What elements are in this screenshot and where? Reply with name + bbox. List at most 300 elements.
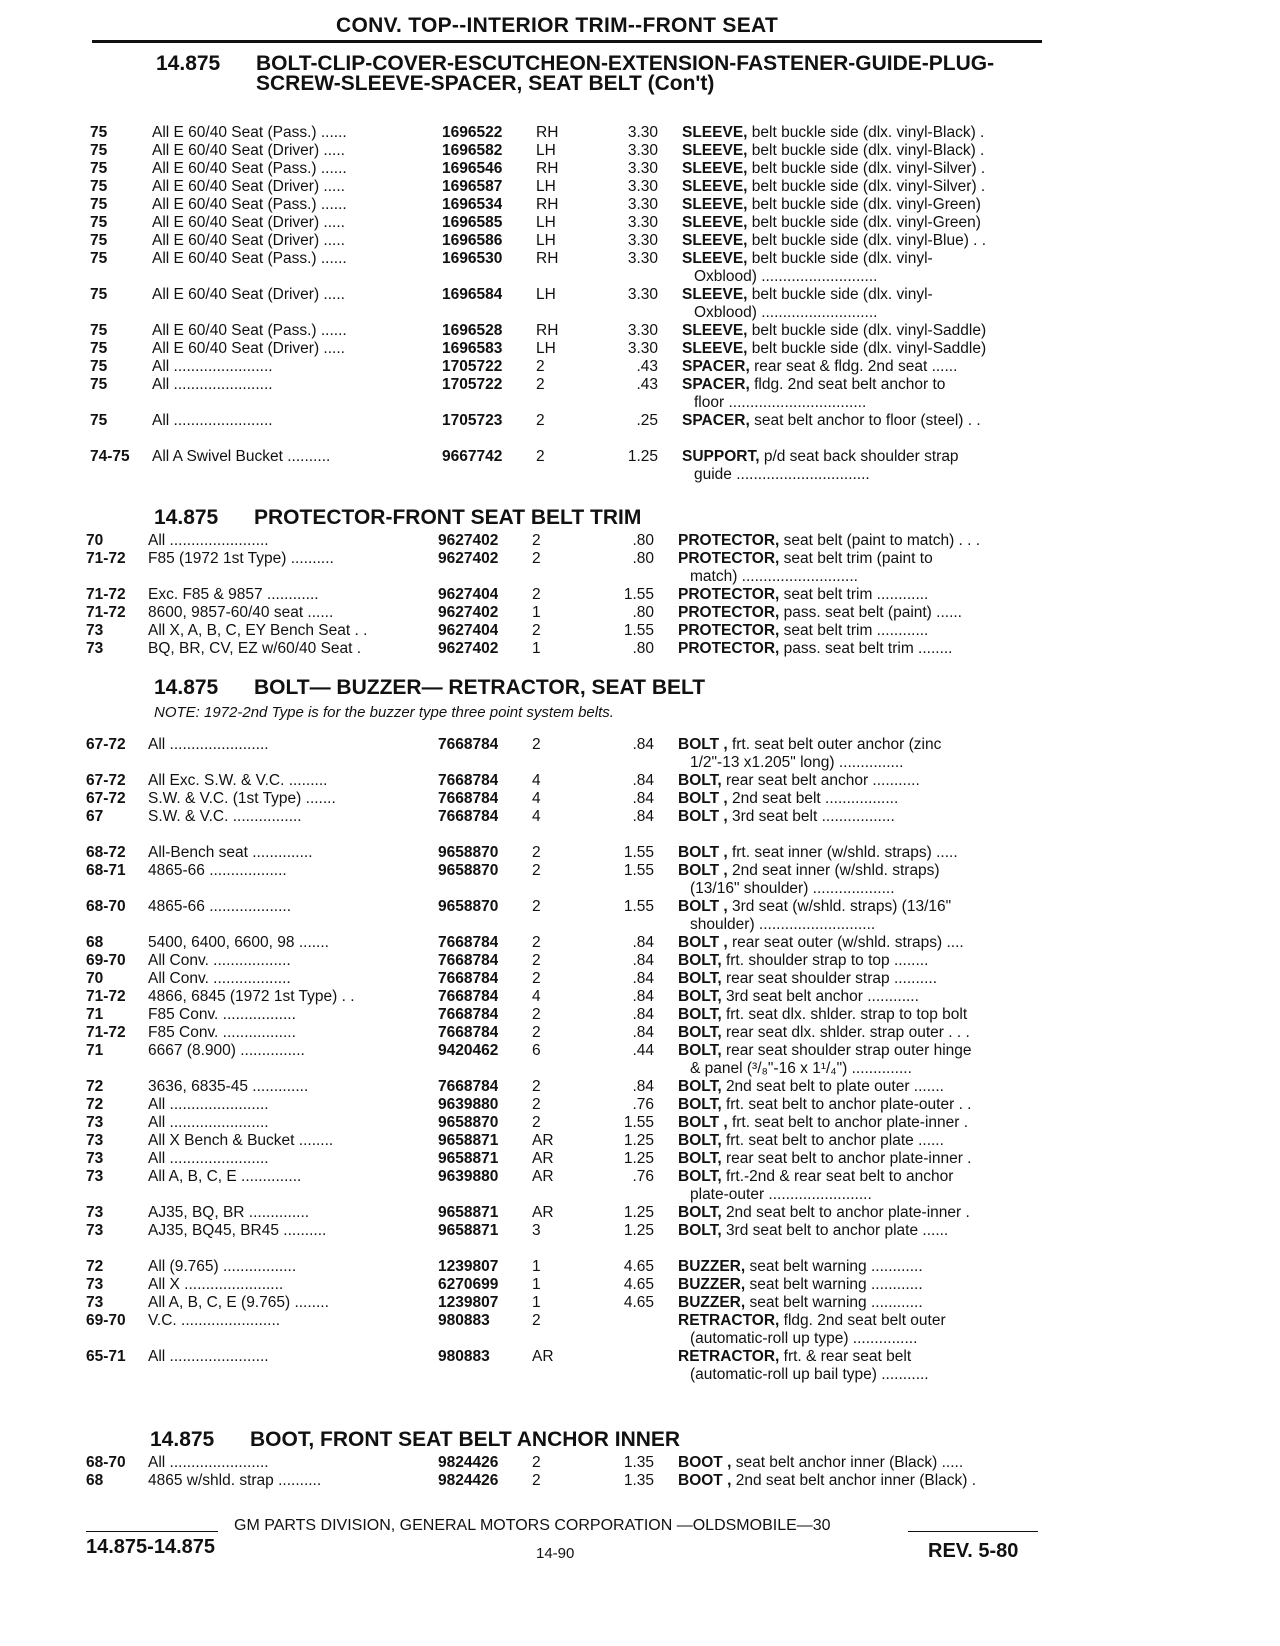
part-number-cell: 7668784: [438, 952, 499, 969]
price-cell: 3.30: [627, 214, 658, 231]
part-number-cell: 1696587: [442, 178, 503, 195]
year-cell: 75: [90, 232, 108, 249]
description-cell: [682, 448, 1082, 484]
section-number: 14.875: [150, 1428, 215, 1451]
price-cell: 1.55: [623, 586, 654, 603]
price-cell: 1.35: [623, 1472, 654, 1489]
part-number-cell: 9658870: [438, 898, 499, 915]
year-cell: 73: [86, 1114, 104, 1131]
application-cell: AJ35, BQ45, BR45 ..........: [148, 1222, 327, 1239]
part-name: BUZZER,: [678, 1294, 746, 1311]
part-number-cell: 7668784: [438, 1024, 499, 1041]
part-description-cont: Oxblood) ...........................: [694, 304, 878, 321]
quantity-cell: 1: [532, 640, 541, 657]
application-cell: All E 60/40 Seat (Driver) .....: [152, 340, 345, 357]
price-cell: .84: [632, 988, 654, 1005]
part-name: SLEEVE,: [682, 142, 748, 159]
application-cell: V.C. .......................: [148, 1312, 281, 1329]
application-cell: All .......................: [148, 1348, 269, 1365]
application-cell: All E 60/40 Seat (Pass.) ......: [152, 322, 347, 339]
part-description: rear seat & fldg. 2nd seat ......: [754, 358, 958, 375]
price-cell: 1.55: [623, 622, 654, 639]
quantity-cell: 2: [532, 952, 541, 969]
part-name: BOLT,: [678, 1024, 722, 1041]
description-cell: [678, 640, 1078, 676]
application-cell: 4866, 6845 (1972 1st Type) . .: [148, 988, 355, 1005]
part-description: belt buckle side (dlx. vinyl-: [751, 250, 933, 267]
part-name: SLEEVE,: [682, 124, 748, 141]
part-number-cell: 9667742: [442, 448, 503, 465]
part-number-cell: 9658870: [438, 862, 499, 879]
year-cell: 73: [86, 1294, 104, 1311]
price-cell: .84: [632, 934, 654, 951]
footer-revision: REV. 5-80: [928, 1540, 1019, 1562]
part-name: BOLT ,: [678, 790, 728, 807]
price-cell: 1.55: [623, 844, 654, 861]
part-description-cont: & panel (³/₈"-16 x 1¹/₄") ..............: [690, 1060, 912, 1077]
part-description-cont: [678, 1490, 690, 1507]
description-cell: [682, 376, 1082, 412]
part-number-cell: 1705722: [442, 376, 503, 393]
price-cell: .84: [632, 1078, 654, 1095]
quantity-cell: 6: [532, 1042, 541, 1059]
footer-rule-left: [86, 1531, 218, 1532]
year-cell: 75: [90, 178, 108, 195]
part-number-cell: 9824426: [438, 1472, 499, 1489]
application-cell: All .......................: [148, 736, 269, 753]
price-cell: .84: [632, 1006, 654, 1023]
section-title: BOLT— BUZZER— RETRACTOR, SEAT BELT: [254, 676, 706, 699]
part-name: BOLT ,: [678, 808, 728, 825]
part-number-cell: 7668784: [438, 772, 499, 789]
application-cell: All .......................: [148, 1114, 269, 1131]
application-cell: 3636, 6835-45 .............: [148, 1078, 309, 1095]
part-number-cell: 1696522: [442, 124, 503, 141]
part-description-cont: [682, 430, 694, 447]
part-description: frt. seat inner (w/shld. straps) .....: [731, 844, 958, 861]
footer-page-number: 14-90: [536, 1545, 575, 1562]
quantity-cell: RH: [536, 160, 559, 177]
quantity-cell: AR: [532, 1348, 554, 1365]
quantity-cell: AR: [532, 1204, 554, 1221]
price-cell: .80: [632, 640, 654, 657]
part-description: belt buckle side (dlx. vinyl-Green): [751, 214, 981, 231]
quantity-cell: 2: [536, 376, 545, 393]
description-cell: [678, 1472, 1078, 1508]
year-cell: 71-72: [86, 604, 126, 621]
description-cell: [682, 286, 1082, 322]
application-cell: All .......................: [152, 412, 273, 429]
part-name: BOLT ,: [678, 1114, 728, 1131]
part-name: BUZZER,: [678, 1276, 746, 1293]
year-cell: 75: [90, 286, 108, 303]
quantity-cell: 2: [532, 1454, 541, 1471]
section-title: BOLT-CLIP-COVER-ESCUTCHEON-EXTENSION-FASTENER-GUIDE-PLUG-: [256, 52, 995, 75]
application-cell: Exc. F85 & 9857 ............: [148, 586, 319, 603]
price-cell: 3.30: [627, 232, 658, 249]
part-name: SLEEVE,: [682, 196, 748, 213]
year-cell: 75: [90, 160, 108, 177]
application-cell: All A, B, C, E (9.765) ........: [148, 1294, 329, 1311]
application-cell: All Exc. S.W. & V.C. .........: [148, 772, 328, 789]
part-name: BOLT,: [678, 1042, 722, 1059]
part-number-cell: 1696582: [442, 142, 503, 159]
quantity-cell: 2: [532, 844, 541, 861]
year-cell: 75: [90, 214, 108, 231]
part-name: SPACER,: [682, 358, 750, 375]
price-cell: 4.65: [623, 1294, 654, 1311]
part-name: SLEEVE,: [682, 322, 748, 339]
application-cell: All .......................: [152, 376, 273, 393]
application-cell: 8600, 9857-60/40 seat ......: [148, 604, 334, 621]
year-cell: 75: [90, 196, 108, 213]
part-name: BOOT ,: [678, 1454, 732, 1471]
quantity-cell: 2: [532, 970, 541, 987]
year-cell: 71-72: [86, 550, 126, 567]
header-rule: [92, 40, 1042, 43]
quantity-cell: 2: [532, 898, 541, 915]
price-cell: 3.30: [627, 178, 658, 195]
quantity-cell: LH: [536, 286, 556, 303]
part-description: fldg. 2nd seat belt anchor to: [754, 376, 946, 393]
application-cell: All X, A, B, C, EY Bench Seat . .: [148, 622, 368, 639]
part-description: frt. seat belt to anchor plate-inner .: [731, 1114, 969, 1131]
part-number-cell: 9627404: [438, 586, 499, 603]
part-name: SLEEVE,: [682, 250, 748, 267]
part-description-cont: (automatic-roll up bail type) ...........: [690, 1366, 929, 1383]
description-cell: [678, 1042, 1078, 1078]
application-cell: All E 60/40 Seat (Pass.) ......: [152, 160, 347, 177]
year-cell: 68-70: [86, 898, 126, 915]
part-name: BOLT ,: [678, 862, 728, 879]
quantity-cell: 2: [532, 1096, 541, 1113]
part-description-cont: floor ................................: [694, 394, 867, 411]
year-cell: 75: [90, 142, 108, 159]
year-cell: 75: [90, 124, 108, 141]
price-cell: 1.25: [623, 1222, 654, 1239]
part-description: 2nd seat belt anchor inner (Black) .: [735, 1472, 977, 1489]
part-number-cell: 9627404: [438, 622, 499, 639]
part-number-cell: 6270699: [438, 1276, 499, 1293]
description-cell: [678, 898, 1078, 934]
quantity-cell: 2: [532, 532, 541, 549]
part-description: frt. & rear seat belt: [783, 1348, 912, 1365]
quantity-cell: 2: [532, 1078, 541, 1095]
year-cell: 69-70: [86, 1312, 126, 1329]
year-cell: 74-75: [90, 448, 130, 465]
footer-corporation: GM PARTS DIVISION, GENERAL MOTORS CORPORATION —OLDSMOBILE—30: [234, 1517, 831, 1534]
part-description: 2nd seat belt to plate outer .......: [725, 1078, 944, 1095]
description-cell: [678, 736, 1078, 772]
price-cell: 3.30: [627, 124, 658, 141]
year-cell: 70: [86, 532, 104, 549]
part-description-cont: match) ...........................: [690, 568, 858, 585]
year-cell: 73: [86, 1222, 104, 1239]
year-cell: 68: [86, 1472, 104, 1489]
year-cell: 75: [90, 376, 108, 393]
application-cell: 4865-66 ...................: [148, 898, 292, 915]
application-cell: BQ, BR, CV, EZ w/60/40 Seat .: [148, 640, 362, 657]
quantity-cell: 2: [532, 1114, 541, 1131]
part-number-cell: 1239807: [438, 1258, 499, 1275]
part-name: BOLT,: [678, 1222, 722, 1239]
application-cell: All E 60/40 Seat (Driver) .....: [152, 286, 345, 303]
quantity-cell: RH: [536, 250, 559, 267]
year-cell: 73: [86, 1150, 104, 1167]
quantity-cell: 1: [532, 1294, 541, 1311]
part-name: BOLT,: [678, 988, 722, 1005]
year-cell: 71-72: [86, 1024, 126, 1041]
application-cell: All E 60/40 Seat (Driver) .....: [152, 142, 345, 159]
part-name: PROTECTOR,: [678, 532, 780, 549]
price-cell: 1.25: [623, 1150, 654, 1167]
price-cell: 1.25: [627, 448, 658, 465]
year-cell: 75: [90, 250, 108, 267]
part-number-cell: 7668784: [438, 808, 499, 825]
part-description: belt buckle side (dlx. vinyl-Black) .: [751, 142, 985, 159]
description-cell: [678, 550, 1078, 586]
part-number-cell: 9639880: [438, 1168, 499, 1185]
part-name: BOLT,: [678, 772, 722, 789]
section-heading: [154, 508, 641, 528]
part-description: 2nd seat belt to anchor plate-inner .: [725, 1204, 970, 1221]
year-cell: 68-70: [86, 1454, 126, 1471]
quantity-cell: 1: [532, 604, 541, 621]
part-description-cont: [678, 826, 690, 843]
year-cell: 73: [86, 640, 104, 657]
part-number-cell: 9658870: [438, 1114, 499, 1131]
part-name: SUPPORT,: [682, 448, 760, 465]
part-description-cont: plate-outer ........................: [690, 1186, 872, 1203]
part-number-cell: 9627402: [438, 604, 499, 621]
price-cell: .84: [632, 952, 654, 969]
year-cell: 67: [86, 808, 104, 825]
quantity-cell: 2: [532, 1006, 541, 1023]
part-description: frt. seat belt to anchor plate-outer . .: [725, 1096, 972, 1113]
application-cell: All E 60/40 Seat (Driver) .....: [152, 178, 345, 195]
quantity-cell: RH: [536, 196, 559, 213]
description-cell: [678, 1348, 1078, 1384]
application-cell: All X .......................: [148, 1276, 284, 1293]
quantity-cell: AR: [532, 1132, 554, 1149]
price-cell: 3.30: [627, 142, 658, 159]
part-number-cell: 9824426: [438, 1454, 499, 1471]
part-description: belt buckle side (dlx. vinyl-: [751, 286, 933, 303]
year-cell: 65-71: [86, 1348, 126, 1365]
application-cell: All E 60/40 Seat (Pass.) ......: [152, 250, 347, 267]
part-name: RETRACTOR,: [678, 1348, 780, 1365]
part-number-cell: 1696530: [442, 250, 503, 267]
price-cell: 3.30: [627, 250, 658, 267]
application-cell: All X Bench & Bucket ........: [148, 1132, 334, 1149]
description-cell: [682, 412, 1082, 448]
application-cell: F85 (1972 1st Type) ..........: [148, 550, 334, 567]
part-description: frt.-2nd & rear seat belt to anchor: [725, 1168, 954, 1185]
part-name: SPACER,: [682, 376, 750, 393]
footer-range: 14.875-14.875: [86, 1536, 216, 1558]
quantity-cell: 2: [536, 448, 545, 465]
part-description: rear seat outer (w/shld. straps) ....: [731, 934, 964, 951]
part-name: SLEEVE,: [682, 232, 748, 249]
quantity-cell: RH: [536, 124, 559, 141]
application-cell: S.W. & V.C. ................: [148, 808, 302, 825]
application-cell: All Conv. ..................: [148, 970, 291, 987]
year-cell: 75: [90, 322, 108, 339]
description-cell: [678, 1312, 1078, 1348]
price-cell: .80: [632, 604, 654, 621]
section-title-cont: SCREW-SLEEVE-SPACER, SEAT BELT (Con't): [256, 72, 715, 95]
section-note: NOTE: 1972-2nd Type is for the buzzer type three point system belts.: [154, 704, 614, 721]
price-cell: 1.25: [623, 1132, 654, 1149]
part-description: 3rd seat belt anchor ............: [725, 988, 919, 1005]
description-cell: [678, 1168, 1078, 1204]
quantity-cell: LH: [536, 142, 556, 159]
part-description-cont: (automatic-roll up type) ...............: [690, 1330, 918, 1347]
part-description: belt buckle side (dlx. vinyl-Silver) .: [751, 160, 986, 177]
price-cell: .76: [632, 1096, 654, 1113]
section-title: PROTECTOR-FRONT SEAT BELT TRIM: [254, 506, 642, 529]
application-cell: All .......................: [148, 532, 269, 549]
part-description: p/d seat back shoulder strap: [763, 448, 959, 465]
part-description-cont: shoulder) ...........................: [690, 916, 876, 933]
part-description-cont: [678, 658, 690, 675]
part-description: belt buckle side (dlx. vinyl-Black) .: [751, 124, 985, 141]
quantity-cell: AR: [532, 1150, 554, 1167]
quantity-cell: 2: [532, 934, 541, 951]
year-cell: 71: [86, 1006, 104, 1023]
application-cell: All E 60/40 Seat (Driver) .....: [152, 214, 345, 231]
application-cell: All A, B, C, E ..............: [148, 1168, 302, 1185]
description-cell: [678, 1222, 1078, 1258]
quantity-cell: LH: [536, 340, 556, 357]
year-cell: 72: [86, 1096, 104, 1113]
part-name: BOLT,: [678, 1150, 722, 1167]
part-number-cell: 9420462: [438, 1042, 499, 1059]
price-cell: 4.65: [623, 1276, 654, 1293]
price-cell: .43: [636, 358, 658, 375]
section-number: 14.875: [156, 52, 221, 75]
quantity-cell: LH: [536, 232, 556, 249]
application-cell: All E 60/40 Seat (Pass.) ......: [152, 196, 347, 213]
part-number-cell: 9658870: [438, 844, 499, 861]
price-cell: 1.55: [623, 862, 654, 879]
part-description: seat belt (paint to match) . . .: [783, 532, 981, 549]
year-cell: 67-72: [86, 772, 126, 789]
part-number-cell: 7668784: [438, 970, 499, 987]
year-cell: 71: [86, 1042, 104, 1059]
part-description: pass. seat belt trim ........: [783, 640, 953, 657]
year-cell: 73: [86, 1132, 104, 1149]
application-cell: F85 Conv. .................: [148, 1024, 296, 1041]
part-description: pass. seat belt (paint) ......: [783, 604, 962, 621]
part-description: rear seat shoulder strap ..........: [725, 970, 938, 987]
part-description: frt. shoulder strap to top ........: [725, 952, 929, 969]
part-number-cell: 9658871: [438, 1222, 499, 1239]
part-description: seat belt warning ............: [749, 1258, 923, 1275]
part-name: SLEEVE,: [682, 160, 748, 177]
price-cell: .84: [632, 772, 654, 789]
quantity-cell: 4: [532, 808, 541, 825]
section-number: 14.875: [154, 506, 219, 529]
price-cell: 1.35: [623, 1454, 654, 1471]
part-number-cell: 7668784: [438, 736, 499, 753]
quantity-cell: LH: [536, 178, 556, 195]
part-description-cont: guide ...............................: [694, 466, 870, 483]
part-description: 2nd seat belt .................: [731, 790, 899, 807]
price-cell: 4.65: [623, 1258, 654, 1275]
part-name: BOLT ,: [678, 898, 728, 915]
part-number-cell: 1696586: [442, 232, 503, 249]
price-cell: .43: [636, 376, 658, 393]
part-description: frt. seat belt to anchor plate ......: [725, 1132, 944, 1149]
part-name: BOOT ,: [678, 1472, 732, 1489]
application-cell: All A Swivel Bucket ..........: [152, 448, 331, 465]
year-cell: 71-72: [86, 988, 126, 1005]
year-cell: 75: [90, 340, 108, 357]
part-description: belt buckle side (dlx. vinyl-Blue) . .: [751, 232, 987, 249]
price-cell: .80: [632, 532, 654, 549]
part-description-cont: (13/16" shoulder) ...................: [690, 880, 895, 897]
part-number-cell: 7668784: [438, 790, 499, 807]
part-description: fldg. 2nd seat belt outer: [783, 1312, 946, 1329]
application-cell: All E 60/40 Seat (Driver) .....: [152, 232, 345, 249]
section-number: 14.875: [154, 676, 219, 699]
quantity-cell: 1: [532, 1258, 541, 1275]
application-cell: 4865-66 ..................: [148, 862, 287, 879]
part-number-cell: 9658871: [438, 1150, 499, 1167]
price-cell: 3.30: [627, 340, 658, 357]
part-name: BOLT,: [678, 952, 722, 969]
application-cell: 5400, 6400, 6600, 98 .......: [148, 934, 329, 951]
quantity-cell: 4: [532, 988, 541, 1005]
part-description: seat belt warning ............: [749, 1294, 923, 1311]
year-cell: 73: [86, 1168, 104, 1185]
price-cell: 1.55: [623, 1114, 654, 1131]
application-cell: All .......................: [148, 1150, 269, 1167]
application-cell: 6667 (8.900) ...............: [148, 1042, 305, 1059]
part-description: belt buckle side (dlx. vinyl-Green): [751, 196, 981, 213]
price-cell: 1.25: [623, 1204, 654, 1221]
part-name: SLEEVE,: [682, 340, 748, 357]
quantity-cell: 1: [532, 1276, 541, 1293]
application-cell: All .......................: [152, 358, 273, 375]
price-cell: 3.30: [627, 286, 658, 303]
quantity-cell: 2: [532, 550, 541, 567]
year-cell: 68-72: [86, 844, 126, 861]
part-description: rear seat dlx. shlder. strap outer . . .: [725, 1024, 970, 1041]
quantity-cell: 2: [532, 1472, 541, 1489]
application-cell: All .......................: [148, 1454, 269, 1471]
quantity-cell: 4: [532, 790, 541, 807]
part-name: BOLT,: [678, 1078, 722, 1095]
part-description: seat belt warning ............: [749, 1276, 923, 1293]
part-description: seat belt trim (paint to: [783, 550, 933, 567]
part-name: BOLT ,: [678, 844, 728, 861]
year-cell: 67-72: [86, 790, 126, 807]
part-number-cell: 9658871: [438, 1132, 499, 1149]
part-description: belt buckle side (dlx. vinyl-Saddle): [751, 340, 987, 357]
quantity-cell: AR: [532, 1168, 554, 1185]
part-number-cell: 1696583: [442, 340, 503, 357]
quantity-cell: LH: [536, 214, 556, 231]
year-cell: 70: [86, 970, 104, 987]
year-cell: 71-72: [86, 586, 126, 603]
year-cell: 67-72: [86, 736, 126, 753]
part-name: PROTECTOR,: [678, 622, 780, 639]
year-cell: 75: [90, 358, 108, 375]
section-heading: [156, 54, 994, 94]
part-name: BUZZER,: [678, 1258, 746, 1275]
